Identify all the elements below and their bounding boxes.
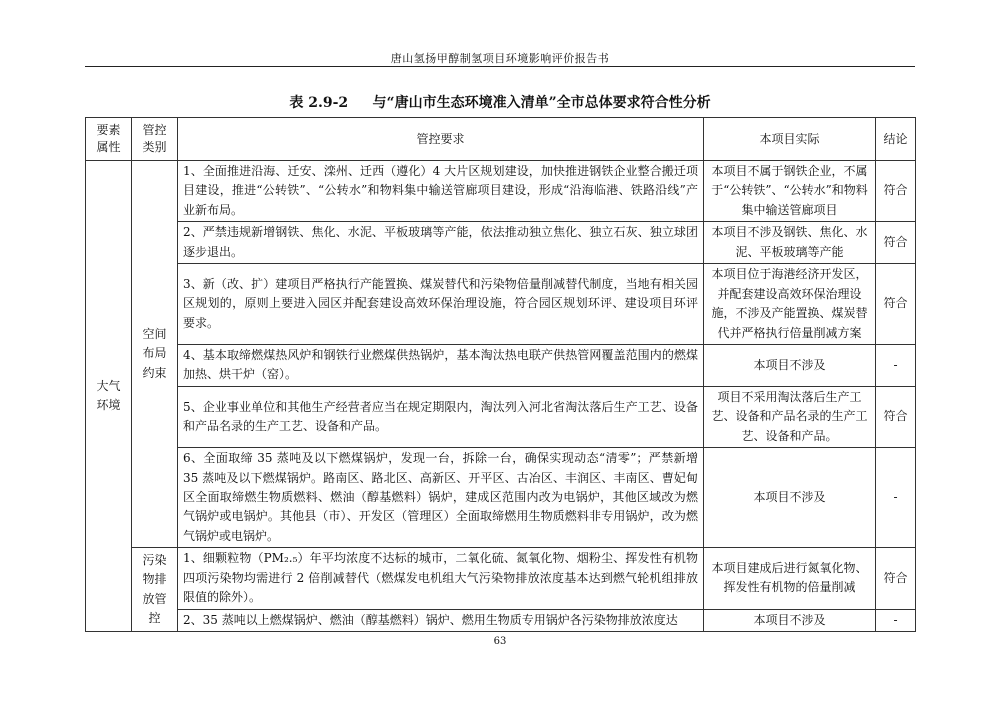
header-conclusion: 结论 — [876, 118, 916, 161]
attr-cell: 大气环境 — [86, 161, 132, 632]
requirement-cell: 1、细颗粒物（PM₂.₅）年平均浓度不达标的城市，二氧化硫、氮氧化物、烟粉尘、挥发性有机物四项污染物均需进行 2 倍削减替代（燃煤发电机组大气污染物排放浓度基本达到燃气轮机组排放限值的除外）。 — [178, 548, 704, 609]
requirement-cell: 1、全面推进沿海、迁安、滦州、迁西（遵化）4 大片区规划建设，加快推进钢铁企业整合搬迁项目建设，推进“公转铁”、“公转水”和物料集中输送管廊项目建设，形成“沿海临港、铁路沿线”产业新布局。 — [178, 161, 704, 222]
conclusion-cell: - — [876, 344, 916, 386]
conclusion-cell: - — [876, 609, 916, 631]
table-row — [86, 548, 916, 609]
actual-cell: 本项目不涉及 — [704, 609, 876, 631]
table-header-row — [86, 118, 916, 161]
conclusion-cell: 符合 — [876, 548, 916, 609]
header-category: 管控类别 — [132, 118, 178, 161]
conclusion-cell: 符合 — [876, 222, 916, 264]
actual-cell: 项目不采用淘汰落后生产工艺、设备和产品名录的生产工艺、设备和产品。 — [704, 386, 876, 447]
table-number: 表 2.9-2 — [289, 95, 349, 111]
requirement-cell: 4、基本取缔燃煤热风炉和钢铁行业燃煤供热锅炉，基本淘汰热电联产供热管网覆盖范围内的燃煤加热、烘干炉（窑）。 — [178, 344, 704, 386]
requirement-cell: 2、35 蒸吨以上燃煤锅炉、燃油（醇基燃料）锅炉、燃用生物质专用锅炉各污染物排放浓度达 — [178, 609, 704, 631]
requirement-cell: 6、全面取缔 35 蒸吨及以下燃煤锅炉，发现一台，拆除一台，确保实现动态“清零”；严禁新增 35 蒸吨及以下燃煤锅炉。路南区、路北区、高新区、开平区、古冶区、丰润区、丰南区、曹妃甸区全面取缔燃生物质燃料、燃油（醇基燃料）锅炉，建成区范围内改为电锅炉，其他区域改为燃气锅炉或电锅炉。其他县（市）、开发区（管理区）全面取缔燃用生物质燃料非专用锅炉，改为燃气锅炉或电锅炉。 — [178, 448, 704, 548]
actual-cell: 本项目位于海港经济开发区，并配套建设高效环保治理设施，不涉及产能置换、煤炭替代并严格执行倍量削减方案 — [704, 264, 876, 345]
header-rule — [85, 66, 915, 67]
conclusion-cell: 符合 — [876, 386, 916, 447]
table-row — [86, 161, 916, 222]
actual-cell: 本项目不属于钢铁企业，不属于“公转铁”、“公转水”和物料集中输送管廊项目 — [704, 161, 876, 222]
table-title: 与“唐山市生态环境准入清单”全市总体要求符合性分析 — [372, 95, 711, 111]
category-cell: 污染物排放管控 — [132, 548, 178, 632]
conclusion-cell: - — [876, 448, 916, 548]
requirement-cell: 3、新（改、扩）建项目严格执行产能置换、煤炭替代和污染物倍量削减替代制度，当地有相关园区规划的，原则上要进入园区并配套建设高效环保治理设施，符合园区规划环评、建设项目环评要求。 — [178, 264, 704, 345]
actual-cell: 本项目不涉及 — [704, 448, 876, 548]
requirement-cell: 5、企业事业单位和其他生产经营者应当在规定期限内，淘汰列入河北省淘汰落后生产工艺、设备和产品名录的生产工艺、设备和产品。 — [178, 386, 704, 447]
header-actual: 本项目实际 — [704, 118, 876, 161]
document-header: 唐山氢扬甲醇制氢项目环境影响评价报告书 — [390, 52, 610, 65]
actual-cell: 本项目建成后进行氮氧化物、挥发性有机物的倍量削减 — [704, 548, 876, 609]
table-row — [86, 222, 916, 264]
header-attr: 要素属性 — [86, 118, 132, 161]
table-row — [86, 264, 916, 345]
table-row — [86, 386, 916, 447]
requirement-cell: 2、严禁违规新增钢铁、焦化、水泥、平板玻璃等产能，依法推动独立焦化、独立石灰、独立球团逐步退出。 — [178, 222, 704, 264]
actual-cell: 本项目不涉及钢铁、焦化、水泥、平板玻璃等产能 — [704, 222, 876, 264]
table-row — [86, 609, 916, 631]
page-number: 63 — [493, 636, 507, 647]
table-row — [86, 448, 916, 548]
actual-cell: 本项目不涉及 — [704, 344, 876, 386]
table-caption — [85, 92, 915, 112]
category-cell: 空间布局约束 — [132, 161, 178, 548]
conclusion-cell: 符合 — [876, 161, 916, 222]
compliance-table — [85, 117, 916, 632]
table-row — [86, 344, 916, 386]
conclusion-cell: 符合 — [876, 264, 916, 345]
header-requirement: 管控要求 — [178, 118, 704, 161]
